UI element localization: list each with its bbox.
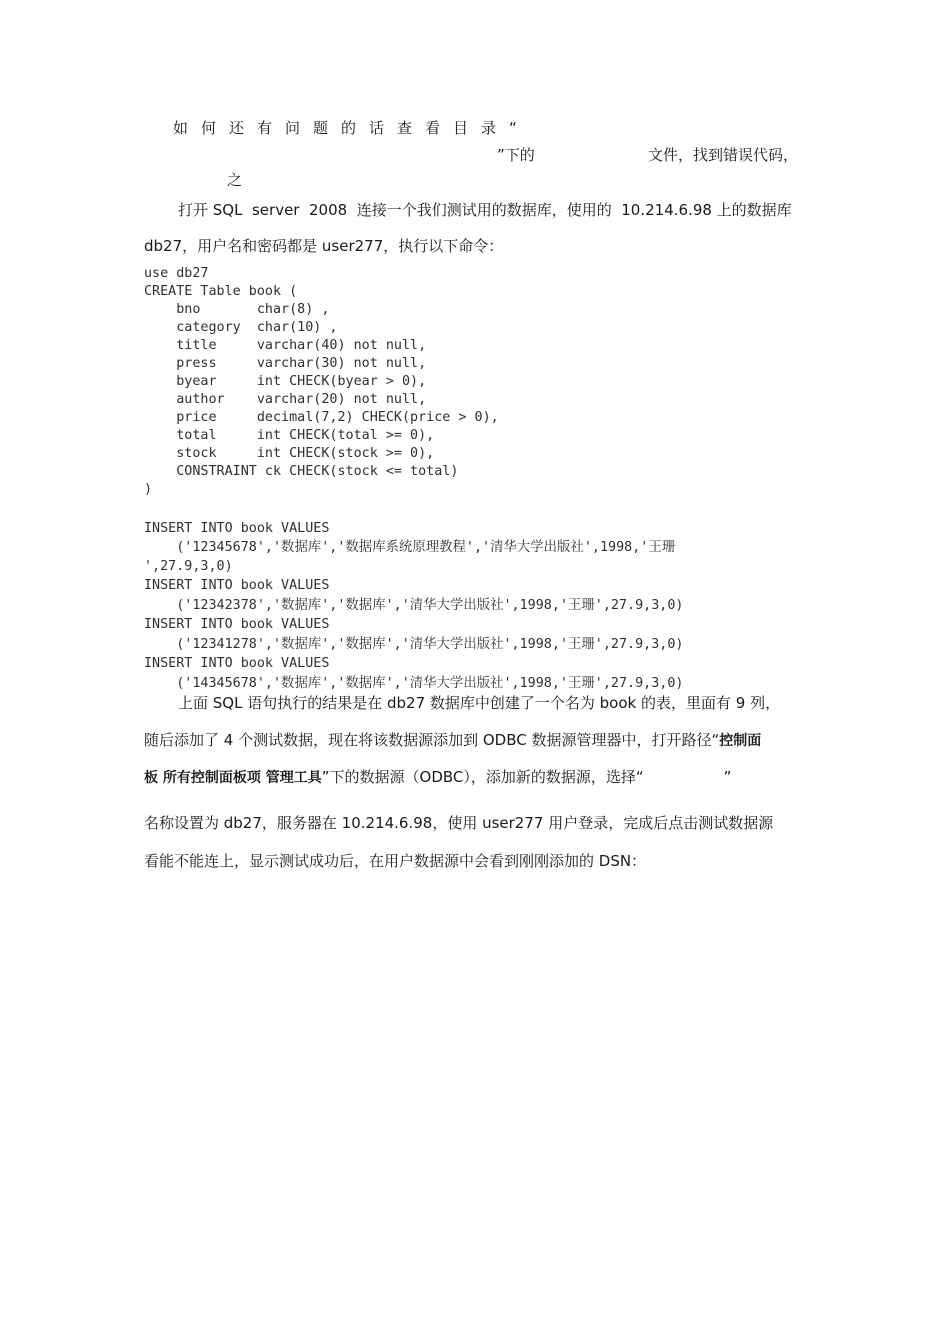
para2-line-3 [144, 767, 731, 788]
insert-keyword-1: INSERT INTO book VALUES [144, 521, 330, 536]
para3-line-1: 名称设置为 db27，服务器在 10.214.6.98，使用 user277 用户登录，完成后点击测试数据源 [144, 814, 774, 832]
control-panel-path-start: 控制面 [719, 733, 762, 749]
insert-keyword-4: INSERT INTO book VALUES [144, 656, 330, 671]
insert-values-2: ('12342378','数据库','数据库','清华大学出版社',1998,'王珊',27.9,3,0) [144, 598, 684, 613]
insert-values-1a: ('12345678','数据库','数据库系统原理教程','清华大学出版社',1998,'王珊 [144, 540, 676, 555]
para2-line-3-text: ”下的数据源（ODBC），添加新的数据源，选择“ [321, 768, 644, 786]
para2-line-1: 上面 SQL 语句执行的结果是在 db27 数据库中创建了一个名为 book 的表，里面有 9 列， [178, 694, 781, 712]
para2-line-3-close-quote: ” [723, 768, 732, 786]
para1-line-2: db27，用户名和密码都是 user277，执行以下命令： [144, 237, 504, 255]
para2-line-2-text: 随后添加了 4 个测试数据，现在将该数据源添加到 ODBC 数据源管理器中，打开路径“ [144, 731, 720, 749]
para1-line-1: 打开 SQL server 2008 连接一个我们测试用的数据库，使用的 10.214.6.98 上的数据库 [178, 201, 792, 219]
create-table-code: use db27 CREATE Table book ( bno char(8) , category char(10) , title varchar(40) not null, press varchar(30) not null, byear int CHECK(byear > 0), author varchar(20) not null, price decimal(7,2) CHECK(price > 0), total int CHECK(total >= 0), stock int CHECK(stock >= 0), CONSTRAINT ck CHECK(stock <= total) ) [144, 266, 499, 497]
insert-values-3: ('12341278','数据库','数据库','清华大学出版社',1998,'王珊',27.9,3,0) [144, 637, 684, 652]
insert-keyword-2: INSERT INTO book VALUES [144, 578, 330, 593]
insert-values-4: ('14345678','数据库','数据库','清华大学出版社',1998,'王珊',27.9,3,0) [144, 676, 684, 691]
intro-line-3: 之 [227, 171, 243, 189]
intro-line-1: 如何还有问题的话查看目录“ [173, 119, 530, 137]
insert-values-1b: ',27.9,3,0) [144, 559, 233, 574]
para2-line-2 [144, 730, 761, 751]
control-panel-path-rest: 板 所有控制面板项 管理工具 [144, 770, 322, 786]
insert-keyword-3: INSERT INTO book VALUES [144, 617, 330, 632]
intro-line-2b: 文件，找到错误代码， [648, 146, 799, 164]
para3-line-2: 看能不能连上，显示测试成功后，在用户数据源中会看到刚刚添加的 DSN： [144, 852, 647, 870]
intro-line-2a: ”下的 [497, 146, 535, 164]
